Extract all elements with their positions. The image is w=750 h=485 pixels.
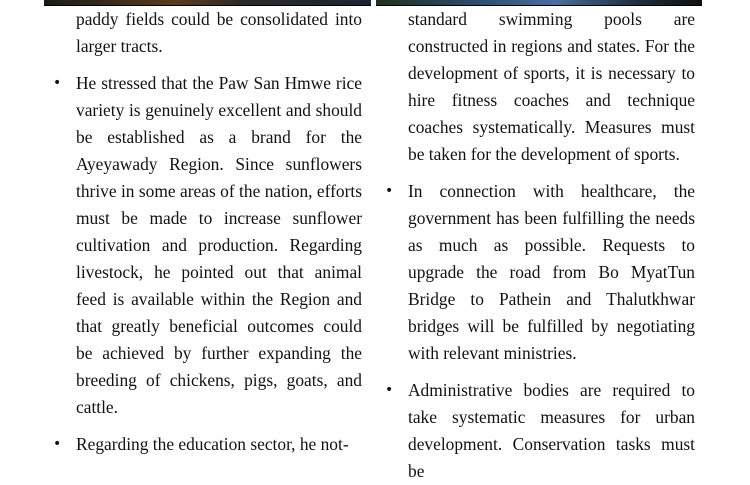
text-column-right (376, 6, 695, 485)
continuation-paragraph: standard swimming pools are constructed in regions and states. For the development of sports, it is necessary to hire fitness coaches and technique coaches systematically. Measures must be taken for the development of sports. (408, 9, 695, 164)
continuation-paragraph: paddy fields could be consolidated into larger tracts. (76, 9, 362, 56)
bullet-item-urban-development: • Administrative bodies are required to take systematic measures for urban development. Conservation tasks must be (376, 377, 695, 485)
bullet-item-education: • Regarding the education sector, he not- (44, 431, 362, 458)
bullet-item-agriculture: • He stressed that the Paw San Hmwe rice variety is genuinely excellent and should be established as a brand for the Ayeyawady Region. Since sunflowers thrive in some areas of the nation, efforts must be made to increase sunflower cultivation and production. Regarding livestock, he pointed out that animal feed is available within the Region and that greatly beneficial outcomes could be achieved by further expanding the breeding of chickens, pigs, goats, and cattle. (44, 70, 362, 421)
text-column-left (44, 6, 362, 458)
bullet-list (376, 178, 695, 485)
bullet-list (44, 70, 362, 458)
bullet-item-healthcare: • In connection with healthcare, the government has been fulfilling the needs as much as possible. Requests to upgrade the road from Bo MyatTun Bridge to Pathein and Thalutkhwar bridges will be fulfilled by negotiating with relevant ministries. (376, 178, 695, 367)
